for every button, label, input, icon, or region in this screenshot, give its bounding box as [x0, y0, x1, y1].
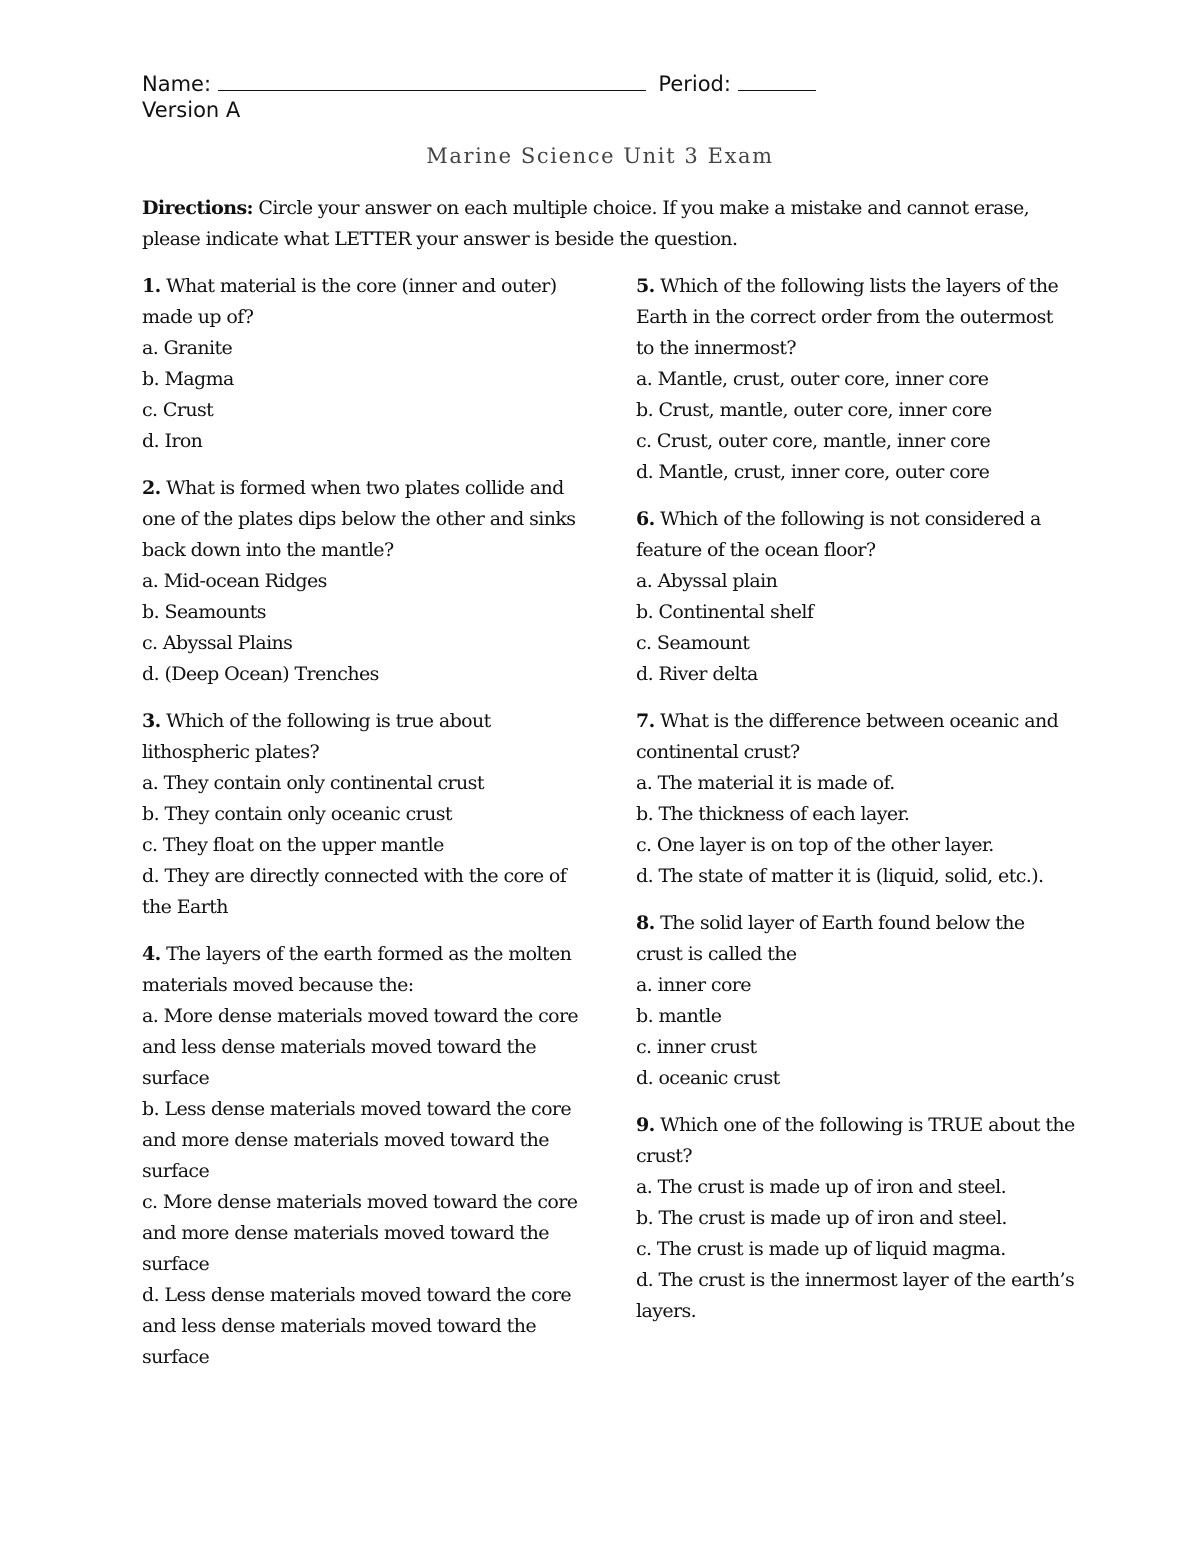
directions-text: Circle your answer on each multiple choice. If you make a mistake and cannot erase, please indicate what LETTER your answer is beside the question.: [142, 197, 1030, 250]
option-d: d. Less dense materials moved toward the core and less dense materials moved toward the surface: [142, 1284, 572, 1368]
question-text: What is the difference between oceanic and continental crust?: [636, 710, 1059, 763]
question-number: 2.: [142, 477, 161, 499]
option-a: a. They contain only continental crust: [142, 772, 484, 794]
question-text: Which of the following is not considered a feature of the ocean floor?: [636, 508, 1041, 561]
option-c: c. They float on the upper mantle: [142, 834, 444, 856]
directions-label: Directions:: [142, 197, 253, 219]
question-number: 5.: [636, 275, 655, 297]
question-9: [636, 1110, 1076, 1327]
question-text: Which of the following is true about lithospheric plates?: [142, 710, 491, 763]
question-5: [636, 271, 1076, 488]
option-b: b. The crust is made up of iron and steel.: [636, 1207, 1007, 1229]
option-c: c. The crust is made up of liquid magma.: [636, 1238, 1006, 1260]
question-2: [142, 473, 582, 690]
option-a: a. The crust is made up of iron and steel.: [636, 1176, 1007, 1198]
question-number: 1.: [142, 275, 161, 297]
option-d: d. (Deep Ocean) Trenches: [142, 663, 379, 685]
option-b: b. Seamounts: [142, 601, 266, 623]
question-1: [142, 271, 582, 457]
option-b: b. mantle: [636, 1005, 722, 1027]
question-text: Which one of the following is TRUE about the crust?: [636, 1114, 1075, 1167]
option-a: a. inner core: [636, 974, 751, 996]
option-b: b. They contain only oceanic crust: [142, 803, 452, 825]
question-number: 3.: [142, 710, 161, 732]
question-4: [142, 939, 582, 1373]
question-number: 7.: [636, 710, 655, 732]
question-text: Which of the following lists the layers of the Earth in the correct order from the outermost to the innermost?: [636, 275, 1059, 359]
version-label: Version A: [142, 98, 241, 122]
option-b: b. The thickness of each layer.: [636, 803, 910, 825]
option-b: b. Magma: [142, 368, 234, 390]
option-c: c. Seamount: [636, 632, 750, 654]
option-c: c. One layer is on top of the other layer.: [636, 834, 994, 856]
directions: [142, 193, 1072, 255]
option-d: d. They are directly connected with the core of the Earth: [142, 865, 567, 918]
name-period-line: [142, 70, 902, 97]
exam-title: Marine Science Unit 3 Exam: [426, 144, 774, 168]
option-a: a. Granite: [142, 337, 233, 359]
option-c: c. Crust: [142, 399, 214, 421]
option-d: d. Iron: [142, 430, 203, 452]
question-8: [636, 908, 1076, 1094]
option-a: a. Mantle, crust, outer core, inner core: [636, 368, 989, 390]
right-column: [636, 271, 1076, 1343]
option-d: d. oceanic crust: [636, 1067, 780, 1089]
option-a: a. The material it is made of.: [636, 772, 895, 794]
question-3: [142, 706, 582, 923]
option-a: a. Mid-ocean Ridges: [142, 570, 327, 592]
question-text: The layers of the earth formed as the molten materials moved because the:: [142, 943, 572, 996]
period-blank: [738, 70, 816, 91]
option-c: c. Abyssal Plains: [142, 632, 293, 654]
question-7: [636, 706, 1076, 892]
option-c: c. More dense materials moved toward the core and more dense materials moved toward the surface: [142, 1191, 578, 1275]
question-text: The solid layer of Earth found below the crust is called the: [636, 912, 1025, 965]
option-a: a. More dense materials moved toward the core and less dense materials moved toward the surface: [142, 1005, 579, 1089]
option-c: c. inner crust: [636, 1036, 757, 1058]
name-blank: [218, 70, 646, 91]
question-text: What is formed when two plates collide and one of the plates dips below the other and sinks back down into the mantle?: [142, 477, 576, 561]
option-d: d. The state of matter it is (liquid, solid, etc.).: [636, 865, 1044, 887]
question-6: [636, 504, 1076, 690]
option-d: d. River delta: [636, 663, 758, 685]
option-d: d. Mantle, crust, inner core, outer core: [636, 461, 990, 483]
option-c: c. Crust, outer core, mantle, inner core: [636, 430, 991, 452]
period-label: Period:: [658, 72, 731, 96]
question-number: 9.: [636, 1114, 655, 1136]
left-column: [142, 271, 582, 1389]
name-label: Name:: [142, 72, 212, 96]
question-number: 8.: [636, 912, 655, 934]
option-b: b. Less dense materials moved toward the core and more dense materials moved toward the surface: [142, 1098, 572, 1182]
option-b: b. Crust, mantle, outer core, inner core: [636, 399, 992, 421]
option-b: b. Continental shelf: [636, 601, 814, 623]
question-text: What material is the core (inner and outer) made up of?: [142, 275, 557, 328]
student-header: [142, 70, 902, 123]
question-number: 6.: [636, 508, 655, 530]
option-d: d. The crust is the innermost layer of the earth’s layers.: [636, 1269, 1075, 1322]
question-number: 4.: [142, 943, 161, 965]
option-a: a. Abyssal plain: [636, 570, 778, 592]
